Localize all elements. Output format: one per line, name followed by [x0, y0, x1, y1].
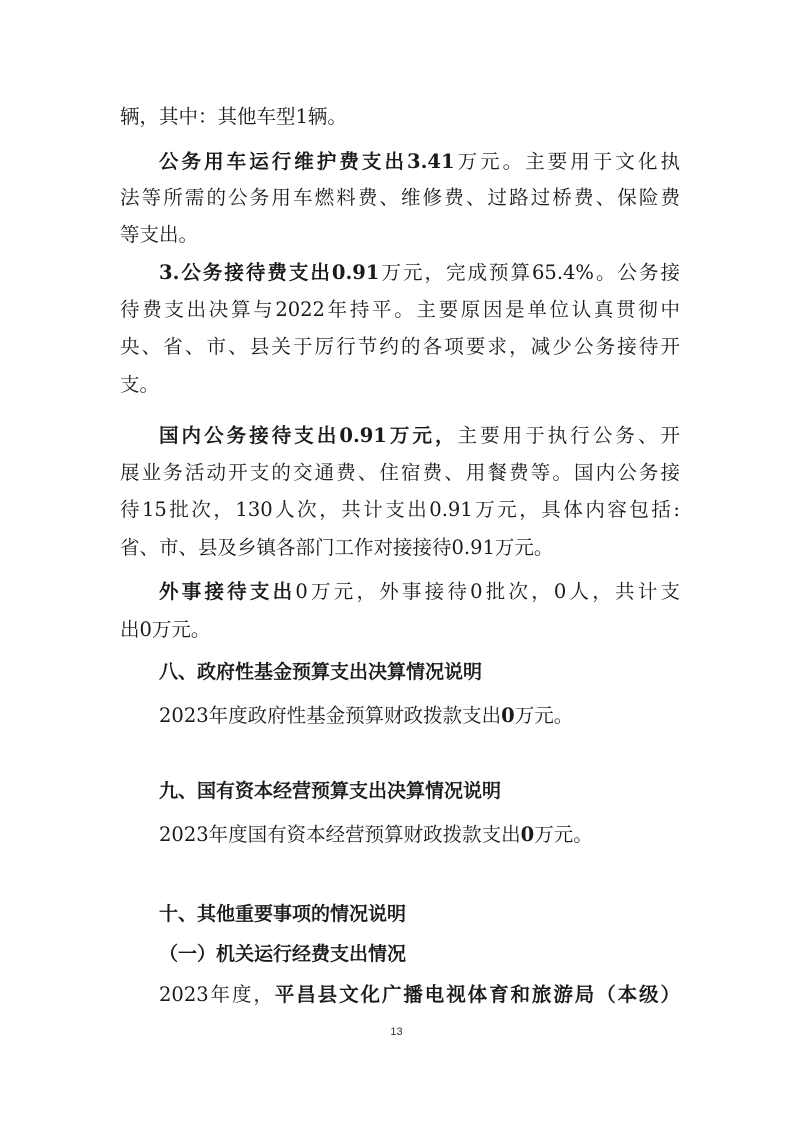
- text-run: 支。: [120, 373, 160, 396]
- text-run: 2023年度政府性基金预算财政拨款支出: [159, 704, 502, 727]
- text-line: [120, 461, 680, 485]
- bold-text: 外事接待支出: [159, 580, 296, 603]
- text-run: 展业务活动开支的交通费、住宿费、用餐费等。国内公务接: [120, 461, 680, 484]
- text-line: [120, 536, 680, 560]
- text-run: 万元。: [534, 823, 593, 846]
- text-run: 辆，其中：其他车型1辆。: [120, 105, 347, 128]
- text-line: [159, 823, 680, 847]
- bold-text: 0: [501, 704, 515, 727]
- subsection-heading: [159, 942, 680, 966]
- text-run: 九、国有资本经营预算支出决算情况说明: [159, 780, 502, 802]
- bold-text: 公务用车运行维护费支出3.41: [159, 150, 455, 173]
- text-line: [159, 580, 680, 604]
- text-run: 央、省、市、县关于厉行节约的各项要求，减少公务接待开: [120, 335, 680, 358]
- section-heading: [159, 779, 680, 803]
- page-number: 13: [390, 1026, 403, 1038]
- text-run: 万元，完成预算65.4%。公务接: [379, 261, 680, 284]
- text-line: [159, 983, 680, 1007]
- text-run: 0万元，外事接待0批次，0人，共计支: [295, 580, 680, 603]
- section-heading: [159, 660, 680, 684]
- text-line: [120, 498, 680, 522]
- text-run: （一）机关运行经费支出情况: [159, 943, 407, 965]
- text-line: [120, 223, 680, 247]
- text-line: [120, 105, 680, 129]
- text-run: 法等所需的公务用车燃料费、维修费、过路过桥费、保险费: [120, 186, 680, 209]
- text-run: 待15批次，130人次，共计支出0.91万元，具体内容包括:: [120, 498, 680, 521]
- text-run: 2023年度，: [159, 983, 275, 1006]
- bold-text: 0: [520, 823, 535, 846]
- text-line: [159, 704, 680, 728]
- text-line: [159, 424, 680, 448]
- bold-text: 国内公务接待支出0.91万元，: [159, 424, 458, 447]
- text-run: 万元。: [514, 704, 574, 727]
- text-line: [120, 186, 680, 210]
- bold-text: 平昌县文化广播电视体育和旅游局（本级）: [274, 983, 680, 1006]
- text-line: [120, 335, 680, 359]
- text-line: [159, 261, 680, 285]
- text-run: 万元。主要用于文化执: [454, 150, 680, 173]
- text-run: 2023年度国有资本经营预算财政拨款支出: [159, 823, 521, 846]
- text-run: 出0万元。: [120, 618, 211, 641]
- bold-text: 3.公务接待费支出0.91: [159, 261, 380, 284]
- text-run: 十、其他重要事项的情况说明: [159, 903, 407, 925]
- text-run: 八、政府性基金预算支出决算情况说明: [159, 661, 483, 683]
- text-run: 主要用于执行公务、开: [457, 424, 680, 447]
- text-line: [120, 373, 680, 397]
- text-line: [120, 618, 680, 642]
- section-heading: [159, 902, 680, 926]
- text-run: 待费支出决算与2022年持平。主要原因是单位认真贯彻中: [120, 298, 680, 321]
- text-line: [120, 298, 680, 322]
- text-line: [159, 150, 680, 174]
- text-run: 等支出。: [120, 223, 199, 246]
- text-run: 省、市、县及乡镇各部门工作对接接待0.91万元。: [120, 536, 554, 559]
